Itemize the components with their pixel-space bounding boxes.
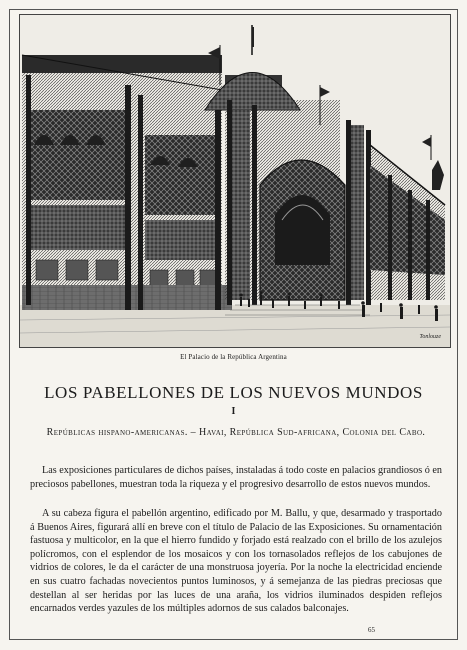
article-title: LOS PABELLONES DE LOS NUEVOS MUNDOS: [44, 383, 423, 402]
engraver-signature: Tonlouze: [419, 334, 441, 340]
article-subtitle: Repúblicas hispano-americanas. – Havai, República Sud-africana, Colonia del Cabo.: [46, 427, 426, 438]
section-number: I: [231, 406, 236, 417]
paragraph-2: A su cabeza figura el pabellón argentino, edificado por M. Ballu, y que, desarmado y trasportado á Buenos Aires, figurará allí en breve con el título de Palacio de las Exposiciones. Su ornamentación fastuosa y multicolor, en la que el hierro fundido y forjado está realzado con el brillo de los azulejos polícromos, con el esplendor de los mosaicos y con los tornasolados reflejos de los cabujones de vidrios de colores, le da el carácter de una monstruosa joyería. Por la noche la electricidad enciende en sus cuatro fachadas novecientos puntos luminosos, y á semejanza de las piedras preciosas que destellan al ser heridas por las luces de una araña, los vidrios iluminados despiden reflejos encarnados verdes yazules de los múltiples adornos de sus calados balconajes.: [30, 508, 442, 615]
illustration-caption: El Palacio de la República Argentina: [180, 353, 287, 361]
page-number: 65: [368, 626, 375, 634]
paragraph-1: Las exposiciones particulares de dichos países, instaladas á todo coste en palacios grandiosos ó en preciosos pabellones, muestran toda la riqueza y el progresivo desarrollo de estos nuevos mundos.: [30, 465, 442, 490]
palace-illustration: [20, 15, 450, 347]
palace-engraving: [19, 14, 451, 348]
